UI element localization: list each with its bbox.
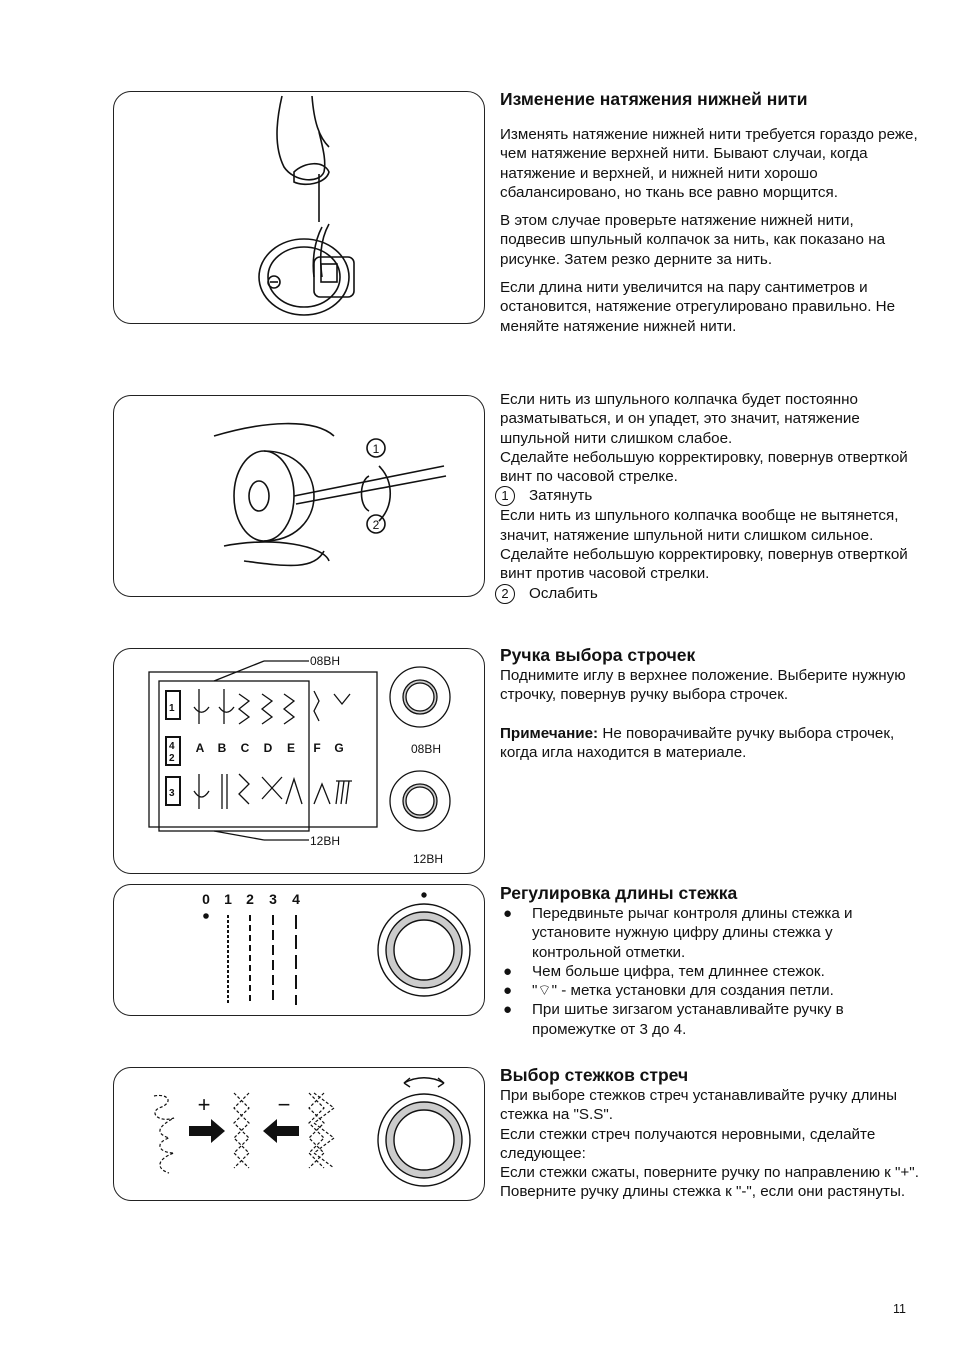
figure-bobbin-screwdriver	[113, 395, 485, 597]
item1-label: Затянуть	[529, 487, 593, 505]
section5-p1: При выборе стежков стреч устанавливайте ручку длины стежка на "S.S".	[500, 1087, 898, 1124]
stretch-stitch-illustration	[114, 1068, 484, 1200]
dial2-label: 12BH	[413, 852, 444, 866]
item1-number: 1	[495, 486, 515, 506]
row-number-1: 1	[169, 703, 175, 714]
pattern-letter-d: D	[263, 741, 273, 755]
length-num-1: 1	[224, 891, 232, 907]
page-number: 11	[893, 1302, 906, 1316]
section5-p4: Поверните ручку длины стежка к "-", если они растянуты.	[500, 1183, 906, 1201]
pattern-letter-g: G	[334, 741, 344, 755]
section2-p4: Сделайте небольшую корректировку, повернув отверткой винт против часовой стрелки.	[500, 546, 908, 583]
section3-title: Ручка выбора строчек	[500, 645, 696, 665]
section5-p3: Если стежки сжаты, поверните ручку по направлению к "+".	[500, 1164, 919, 1182]
bobbin-hanging-illustration	[114, 92, 484, 323]
figure-pattern-selector	[113, 648, 485, 874]
section1-p1: Изменять натяжение нижней нити требуется гораздо реже, чем натяжение верхней нити. Бывают случаи, когда натяжение и верхней, и нижней нити хорошо сбалансировано, но ткань все равно морщится.	[500, 126, 918, 201]
length-num-4: 4	[292, 891, 300, 907]
stitch-length-bullets	[500, 904, 920, 1039]
section1-p2: В этом случае проверьте натяжение нижней нити, подвесив шпульный колпачок за нить, как показано на рисунке. Затем резко дерните за нить.	[500, 212, 886, 268]
figure-stitch-length	[113, 884, 485, 1016]
item2-number: 2	[495, 584, 515, 604]
row-number-3: 3	[169, 788, 175, 799]
row-number-4: 4	[169, 741, 175, 752]
length-num-3: 3	[269, 891, 277, 907]
section2-item1	[500, 486, 920, 506]
section-bobbin-tension	[500, 88, 920, 336]
section2-p2: Сделайте небольшую корректировку, повернув отверткой винт по часовой стрелке.	[500, 448, 908, 486]
stretch-minus: −	[277, 1092, 291, 1117]
row-number-2: 2	[169, 753, 175, 764]
section2-p1: Если нить из шпульного колпачка будет постоянно разматываться, и он упадет, это значит, натяжение шпульной нити слишком слабое.	[500, 391, 860, 447]
length-num-2: 2	[246, 891, 254, 907]
bullet-item: ● Передвиньте рычаг контроля длины стежка и установите нужную цифру длины стежка у контрольной отметки.	[503, 905, 853, 961]
bullet-item: ● Чем больше цифра, тем длиннее стежок.	[503, 962, 825, 980]
section-pattern-selector	[500, 644, 920, 762]
fig3-label-top: 08BH	[310, 654, 341, 668]
arrow-left-icon	[263, 1119, 299, 1143]
arrow-right-icon	[189, 1119, 225, 1143]
bullet-icon: ●	[503, 982, 513, 1000]
item2-label: Ослабить	[529, 584, 598, 602]
section4-title: Регулировка длины стежка	[500, 883, 738, 903]
dial1-label: 08BH	[411, 742, 442, 756]
section5-title: Выбор стежков стреч	[500, 1065, 689, 1085]
bullet-item: ● При шитье зигзагом устанавливайте ручку в промежутке от 3 до 4.	[503, 1001, 844, 1038]
section1-p3: Если длина нити увеличится на пару сантиметров и остановится, натяжение отрегулировано правильно. Не меняйте натяжение нижней нити.	[500, 279, 896, 335]
fig2-label-1: 1	[372, 442, 380, 456]
section1-title: Изменение натяжения нижней нити	[500, 89, 808, 109]
bullet-icon: ●	[503, 905, 513, 922]
section-stretch-stitch	[500, 1064, 920, 1202]
pattern-letter-f: F	[313, 741, 321, 755]
stretch-plus: +	[197, 1092, 211, 1117]
section5-p2: Если стежки стреч получаются неровными, сделайте следующее:	[500, 1125, 876, 1162]
bullet-icon: ●	[503, 962, 513, 980]
bullet-item: ● "⌔" - метка установки для создания петли.	[503, 982, 834, 1000]
section-tension-adjust	[500, 390, 920, 604]
section3-p1: Поднимите иглу в верхнее положение. Выберите нужную строчку, повернув ручку выбора строчек.	[500, 667, 906, 704]
note-label: Примечание:	[500, 724, 599, 742]
pattern-letter-e: E	[286, 741, 296, 755]
figure-bobbin-hanging	[113, 91, 485, 324]
section3-note	[500, 724, 920, 763]
pattern-letter-b: B	[217, 741, 227, 755]
section2-p3: Если нить из шпульного колпачка вообще не вытянется, значит, натяжение шпульной нити слишком сильное.	[500, 507, 899, 544]
section2-item2	[500, 584, 920, 604]
figure-stretch-stitch	[113, 1067, 485, 1201]
pattern-panel-illustration	[114, 649, 484, 873]
length-num-0: 0	[202, 891, 210, 907]
fig2-label-2: 2	[372, 518, 380, 532]
note-text: Не поворачивайте ручку выбора строчек, когда игла находится в материале.	[500, 724, 895, 761]
screwdriver-illustration	[114, 396, 484, 596]
bullet-icon: ●	[503, 1001, 513, 1019]
pattern-letter-c: C	[240, 741, 250, 755]
stitch-length-illustration	[114, 885, 484, 1015]
section-stitch-length	[500, 882, 920, 1039]
pattern-letter-a: A	[195, 741, 205, 755]
fig3-label-bottom: 12BH	[310, 834, 341, 848]
